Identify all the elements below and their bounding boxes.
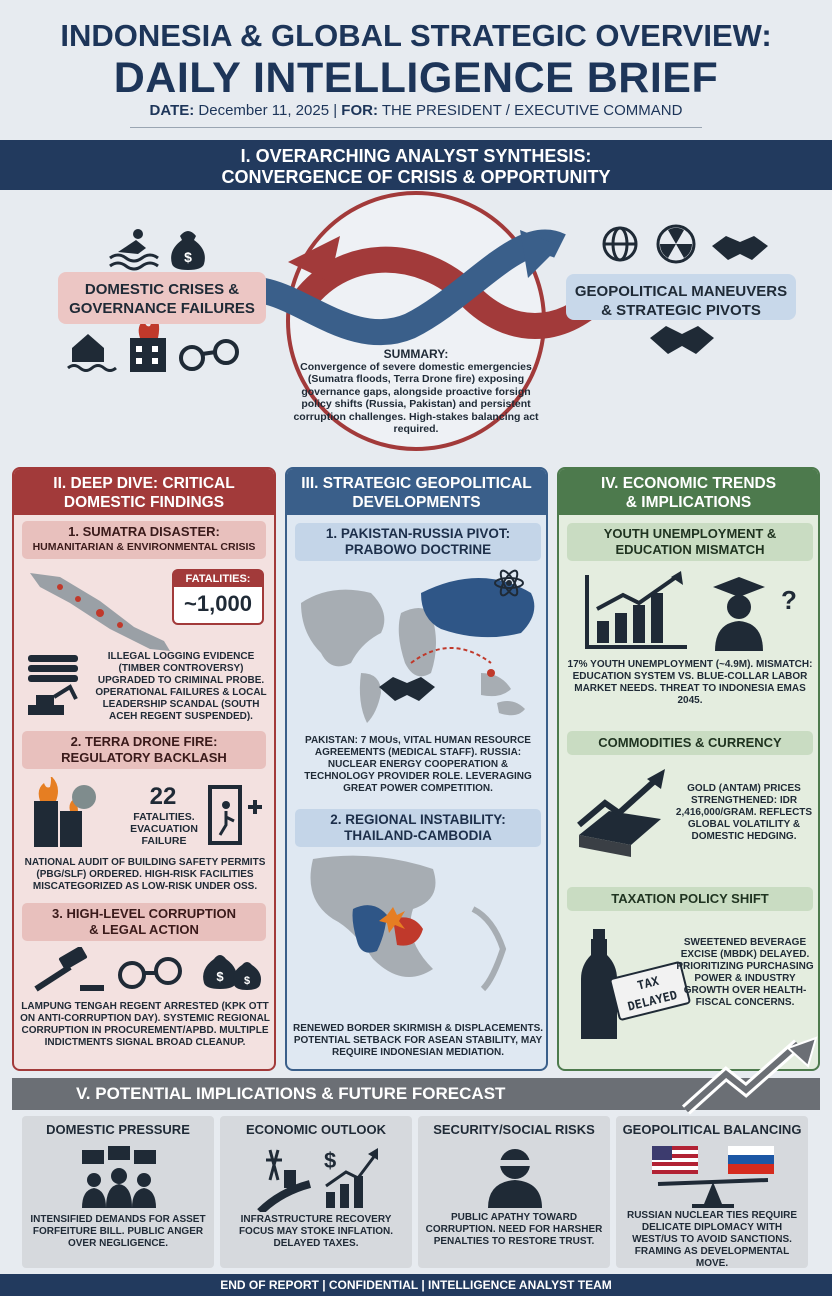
econ-item1-title-2: EDUCATION MISMATCH: [615, 542, 765, 557]
globe-icon: [604, 228, 636, 260]
summary-text: Convergence of severe domestic emergencies (Sumatra floods, Terra Drone fire) exposing governance gaps, alongside proactive forsign policy shifts (Russia, Pakistan) and persistent corruption challenges. High-stakes balancing act required.: [293, 360, 539, 435]
svg-text:$: $: [184, 249, 192, 265]
econ-item1-title-1: YOUTH UNEMPLOYMENT &: [603, 526, 777, 541]
burning-building-icon-2: [30, 777, 100, 849]
scales-icon: [658, 1180, 768, 1208]
date-value: December 11, 2025: [198, 102, 330, 119]
for-value: THE PRESIDENT / EXECUTIVE COMMAND: [381, 102, 683, 119]
summary-box: [288, 348, 544, 436]
item1-title-1: 1. SUMATRA DISASTER:: [68, 524, 220, 539]
for-label: FOR:: [341, 102, 378, 119]
panel-title-geopolitical: GEOPOLITICAL BALANCING: [622, 1122, 802, 1137]
handshake-icon: [712, 236, 768, 260]
panel-title-security: SECURITY/SOCIAL RISKS: [433, 1122, 595, 1137]
econ-item2-title: COMMODITIES & CURRENCY: [567, 731, 813, 755]
section4-header: [559, 469, 818, 515]
unemployment-icons: [583, 569, 799, 653]
gavel-icon: [36, 947, 104, 991]
econ-item3-title: TAXATION POLICY SHIFT: [567, 887, 813, 911]
econ-item1-text: 17% YOUTH UNEMPLOYMENT (~4.9M). MISMATCH: EDUCATION SYSTEM VS. BLUE-COLLAR LABOR MARKET NEEDS. THREAT TO INDONESIA EMAS 2045.: [567, 659, 813, 706]
summary-label: SUMMARY:: [383, 347, 449, 361]
panel-title-domestic: DOMESTIC PRESSURE: [46, 1122, 190, 1137]
geo-item2-text: RENEWED BORDER SKIRMISH & DISPLACEMENTS. POTENTIAL SETBACK FOR ASEAN STABILITY, MAY REQUIRE INDONESIAN MEDIATION.: [293, 1023, 544, 1058]
section2-header: [14, 469, 274, 515]
sumatra-map-icon: [20, 563, 180, 653]
handcuffs-icon-2: [120, 959, 180, 987]
scales-flags-icon: [648, 1146, 778, 1208]
svg-text:$: $: [324, 1148, 337, 1173]
flooded-house-icon: [68, 334, 116, 371]
section1-title-2: CONVERGENCE OF CRISIS & OPPORTUNITY: [221, 167, 611, 187]
svg-text:?: ?: [781, 585, 797, 615]
blindfold-justice-icon: [482, 1144, 548, 1208]
item2-title-1: 2. TERRA DRONE FIRE:: [70, 734, 218, 749]
header-divider: [130, 127, 702, 128]
domestic-pill-line2: GOVERNANCE FAILURES: [69, 300, 255, 317]
section4-column: [557, 467, 820, 1071]
geo-item2-title-2: THAILAND-CAMBODIA: [344, 828, 492, 843]
geo-item1-title-box: [295, 523, 541, 561]
panel-text-domestic: INTENSIFIED DEMANDS FOR ASSET FORFEITURE BILL. PUBLIC ANGER OVER NEGLIGENCE.: [30, 1214, 206, 1249]
geopolitical-pill: [566, 274, 796, 320]
geo-item1-title-2: PRABOWO DOCTRINE: [344, 542, 492, 557]
domestic-pill-line1: DOMESTIC CRISES &: [84, 281, 240, 298]
svg-text:$: $: [216, 969, 224, 984]
fatalities-label: FATALITIES:: [174, 571, 262, 587]
item3-title-box: [22, 903, 266, 941]
stamp-line2: DELAYED: [626, 987, 679, 1014]
geo-item1-title-1: 1. PAKISTAN-RUSSIA PIVOT:: [325, 526, 511, 541]
svg-text:$: $: [243, 975, 251, 987]
bar-chart-icon: [587, 571, 687, 647]
section4-title-2: & IMPLICATIONS: [625, 494, 752, 511]
us-flag-icon: [652, 1146, 698, 1174]
panel-text-geopolitical: RUSSIAN NUCLEAR TIES REQUIRE DELICATE DIPLOMACY WITH WEST/US TO AVOID SANCTIONS. FRAMING AS DEVELOPMENTAL MOVE.: [626, 1210, 797, 1269]
item2-title-2: REGULATORY BACKLASH: [61, 750, 227, 765]
money-bag-icon: [171, 231, 205, 270]
econ-item3-text: SWEETENED BEVERAGE EXCISE (MBDK) DELAYED. PRIORITIZING PURCHASING POWER & INDUSTRY GROWTH OVER HEALTH-FISCAL CONCERNS.: [676, 937, 814, 1008]
item2-text: NATIONAL AUDIT OF BUILDING SAFETY PERMITS (PBG/SLF) ORDERED. HIGH-RISK FACILITIES MISCATEGORIZED AS LOW-RISK UNDER OSS.: [24, 857, 266, 892]
date-label: DATE:: [149, 102, 195, 119]
corruption-icons: [28, 947, 264, 997]
trend-arrow-icon: [676, 1036, 828, 1116]
forecast-panel-security: [418, 1116, 610, 1268]
forecast-panel-economic: [220, 1116, 412, 1268]
fatalities-value: ~1,000: [184, 591, 252, 616]
section5-banner: V. POTENTIAL IMPLICATIONS & FUTURE FORECAST: [12, 1078, 820, 1110]
radiation-icon: [658, 226, 694, 262]
money-bags-icon: [203, 955, 261, 990]
title-line-2: DAILY INTELLIGENCE BRIEF: [113, 54, 719, 102]
section3-header: [287, 469, 546, 515]
section3-title-1: III. STRATEGIC GEOPOLITICAL: [301, 475, 532, 492]
meta-separator: |: [333, 102, 338, 119]
section1-banner: [0, 140, 832, 190]
header-meta: [0, 102, 832, 119]
item2-count-text-2: EVACUATION: [130, 823, 198, 835]
fatalities-card: [172, 569, 264, 625]
handshake-icon-2: [650, 326, 714, 354]
section2-title-2: DOMESTIC FINDINGS: [63, 494, 225, 511]
item1-title-box: [22, 521, 266, 559]
section3-column: [285, 467, 548, 1071]
geo-item2-title-1: 2. REGIONAL INSTABILITY:: [330, 812, 506, 827]
section4-title-1: IV. ECONOMIC TRENDS: [600, 475, 777, 492]
geopolitical-pill-line2: & STRATEGIC PIVOTS: [601, 302, 761, 319]
handshake-icon-3: [379, 677, 435, 701]
geo-item1-text: PAKISTAN: 7 MOUs, VITAL HUMAN RESOURCE AGREEMENTS (MEDICAL STAFF). RUSSIA: NUCLEAR ENERGY COOPERATION & TECHNOLOGY PROVIDER ROLE. LEVERAGING GREAT POWER COMPETITION.: [304, 735, 532, 794]
section2-title-1: II. DEEP DIVE: CRITICAL: [53, 475, 235, 492]
item3-title-2: & LEGAL ACTION: [89, 922, 199, 937]
item2-count-text: [122, 811, 206, 847]
gold-bar-icon: [569, 765, 669, 861]
logging-excavator-icon: [22, 649, 92, 723]
section3-title-2: DEVELOPMENTS: [352, 494, 481, 511]
forecast-panel-domestic: [22, 1116, 214, 1268]
panel-text-economic: INFRASTRUCTURE RECOVERY FOCUS MAY STOKE INFLATION. DELAYED TAXES.: [238, 1214, 394, 1249]
econ-item1-title-box: [567, 523, 813, 561]
geo-item2-title-box: [295, 809, 541, 847]
section1-title-1: I. OVERARCHING ANALYST SYNTHESIS:: [240, 146, 592, 166]
item2-count-text-1: FATALITIES.: [133, 811, 195, 823]
infrastructure-icon: [256, 1146, 380, 1212]
thailand-cambodia-map-icon: [293, 849, 543, 1015]
item1-text: ILLEGAL LOGGING EVIDENCE (TIMBER CONTROVERSY) UPGRADED TO CRIMINAL PROBE. OPERATIONAL FAILURES & LOCAL LEADERSHIP SCANDAL (SOUTH ACEH REGENT SUSPENDED).: [95, 651, 267, 722]
domestic-crises-pill: [58, 272, 266, 324]
handcuffs-icon: [181, 341, 237, 369]
item2-count: 22: [149, 783, 177, 810]
section2-column: [12, 467, 276, 1071]
item1-title-2: HUMANITARIAN & ENVIRONMENTAL CRISIS: [32, 541, 256, 553]
item3-text: LAMPUNG TENGAH REGENT ARRESTED (KPK OTT ON ANTI-CORRUPTION DAY). SYSTEMIC REGIONAL CORRUPTION IN PROCUREMENT/APBD. MULTIPLE INDICTMENTS SIGNAL BROAD CLEANUP.: [20, 1001, 270, 1048]
stamp-line1: TAX: [635, 973, 661, 993]
evacuation-exit-icon: [206, 783, 264, 847]
protest-icon: [74, 1146, 164, 1208]
world-map-icon: [291, 563, 545, 733]
swimmer-icon: [110, 229, 158, 269]
item2-count-text-3: FAILURE: [141, 835, 187, 847]
footer: END OF REPORT | CONFIDENTIAL | INTELLIGENCE ANALYST TEAM: [0, 1274, 832, 1296]
item3-title-1: 3. HIGH-LEVEL CORRUPTION: [52, 906, 236, 921]
geopolitical-pill-line1: GEOPOLITICAL MANEUVERS: [574, 283, 788, 300]
panel-title-economic: ECONOMIC OUTLOOK: [245, 1122, 387, 1137]
econ-item2-text: GOLD (ANTAM) PRICES STRENGTHENED: IDR 2,416,000/GRAM. REFLECTS GLOBAL VOLATILITY & DOMESTIC HEDGING.: [675, 783, 813, 842]
item2-title-box: [22, 731, 266, 769]
title-line-1: INDONESIA & GLOBAL STRATEGIC OVERVIEW:: [60, 18, 772, 53]
graduate-icon: [713, 577, 797, 651]
forecast-panel-geopolitical: [616, 1116, 808, 1268]
panel-text-security: PUBLIC APATHY TOWARD CORRUPTION. NEED FOR HARSHER PENALTIES TO RESTORE TRUST.: [425, 1212, 603, 1247]
russia-flag-icon: [728, 1146, 774, 1174]
